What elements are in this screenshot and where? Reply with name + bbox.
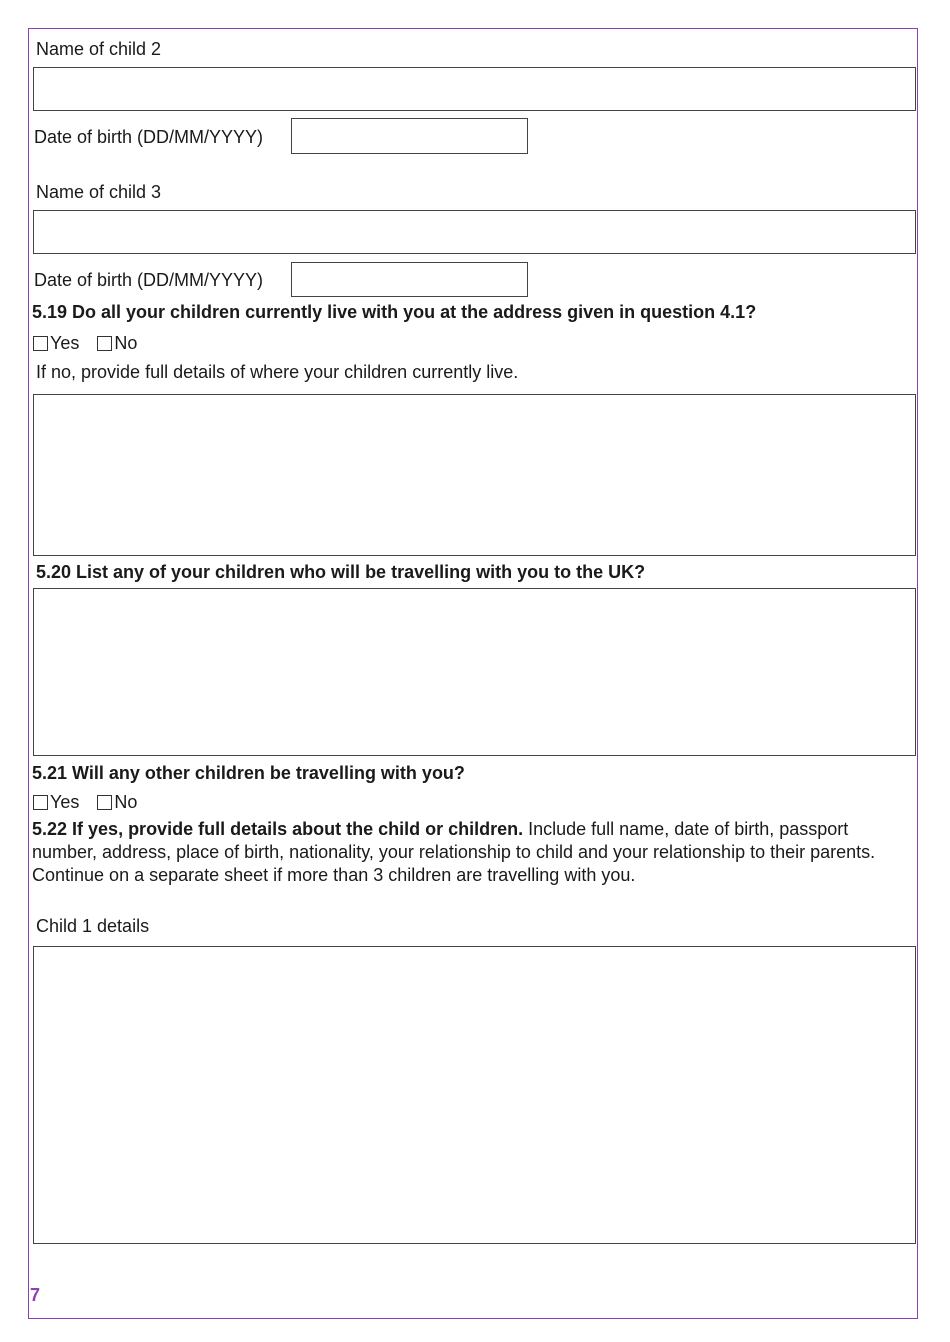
child3-name-field[interactable] bbox=[33, 210, 916, 254]
q519-options bbox=[33, 332, 155, 354]
q519-no-option[interactable] bbox=[97, 332, 137, 354]
page-number: 7 bbox=[30, 1285, 41, 1305]
child2-name-field[interactable] bbox=[33, 67, 916, 111]
q519-no-label: No bbox=[114, 333, 138, 353]
q519-yes-option[interactable] bbox=[33, 332, 79, 354]
q521-yes-label: Yes bbox=[50, 792, 80, 812]
q520-field[interactable] bbox=[33, 588, 916, 756]
question-5-22 bbox=[32, 818, 912, 887]
q519-details-field[interactable] bbox=[33, 394, 916, 556]
q522-question-bold: 5.22 If yes, provide full details about the child or children. bbox=[32, 819, 524, 839]
child2-dob-label: Date of birth (DD/MM/YYYY) bbox=[34, 127, 264, 147]
q519-followup-label: If no, provide full details of where your children currently live. bbox=[36, 362, 519, 382]
q522-question-rest: Include full name, date of birth, passport number, address, place of birth, nationality, your relationship to child and your relationship to their parents. Continue on a separate sheet if more than 3 children are travelling with you. bbox=[32, 819, 876, 885]
q521-yes-checkbox[interactable] bbox=[33, 795, 48, 810]
question-5-20: 5.20 List any of your children who will be travelling with you to the UK? bbox=[36, 562, 646, 582]
q519-yes-checkbox[interactable] bbox=[33, 336, 48, 351]
child1-details-label: Child 1 details bbox=[36, 916, 150, 936]
q521-no-option[interactable] bbox=[97, 791, 137, 813]
child3-name-label: Name of child 3 bbox=[36, 182, 162, 202]
child2-dob-field[interactable] bbox=[291, 118, 528, 154]
q521-no-label: No bbox=[114, 792, 138, 812]
question-5-21: 5.21 Will any other children be travelling with you? bbox=[32, 763, 465, 783]
child3-dob-label: Date of birth (DD/MM/YYYY) bbox=[34, 270, 264, 290]
child2-name-label: Name of child 2 bbox=[36, 39, 162, 59]
q521-options bbox=[33, 791, 155, 813]
q521-no-checkbox[interactable] bbox=[97, 795, 112, 810]
q519-yes-label: Yes bbox=[50, 333, 80, 353]
child1-details-field[interactable] bbox=[33, 946, 916, 1244]
q519-no-checkbox[interactable] bbox=[97, 336, 112, 351]
child3-dob-field[interactable] bbox=[291, 262, 528, 297]
q521-yes-option[interactable] bbox=[33, 791, 79, 813]
question-5-19: 5.19 Do all your children currently live with you at the address given in question 4.1? bbox=[32, 302, 757, 322]
